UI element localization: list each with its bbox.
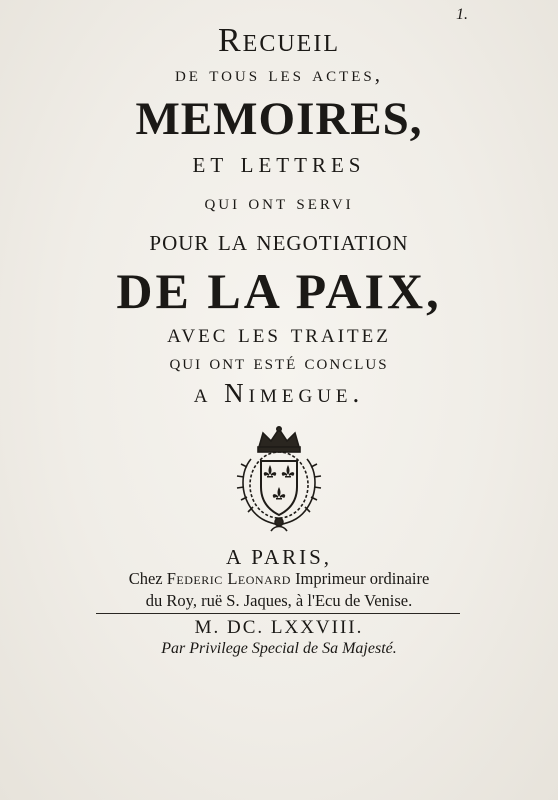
title-recueil: Recueil — [218, 22, 340, 59]
title-line-de-tous-les-actes: de tous les actes, — [174, 62, 384, 86]
title-memoires: MEMOIRES, — [135, 93, 423, 145]
royal-arms-fleur-de-lis-icon — [229, 425, 329, 535]
title-et-lettres: et lettres — [192, 146, 366, 179]
divider-rule — [96, 613, 460, 614]
imprint-chez: Chez — [128, 569, 167, 588]
page-number: 1. — [456, 6, 468, 23]
imprint-printer-title: Imprimeur ordinaire — [290, 569, 430, 588]
title-qui-ont-este-conclus: qui ont esté conclus — [169, 350, 389, 374]
imprint-privilege: Par Privilege Special de Sa Majesté. — [161, 640, 397, 657]
imprint-printer-line — [0, 569, 558, 589]
imprint-address: du Roy, ruë S. Jaques, à l'Ecu de Venise. — [145, 591, 413, 610]
title-qui-ont-servi: qui ont servi — [204, 190, 354, 214]
title-de-la-paix: DE LA PAIX, — [116, 263, 442, 319]
imprint-printer-name: Federic Leonard — [166, 569, 291, 588]
title-a-nimegue: a Nimegue. — [193, 378, 365, 408]
imprint-city: A PARIS, — [225, 545, 333, 569]
title-pour-la-negotiation: pour la negotiation — [149, 224, 409, 257]
imprint-year: M. DC. LXXVIII. — [194, 617, 364, 638]
title-avec-les-traitez: avec les traitez — [167, 318, 391, 348]
